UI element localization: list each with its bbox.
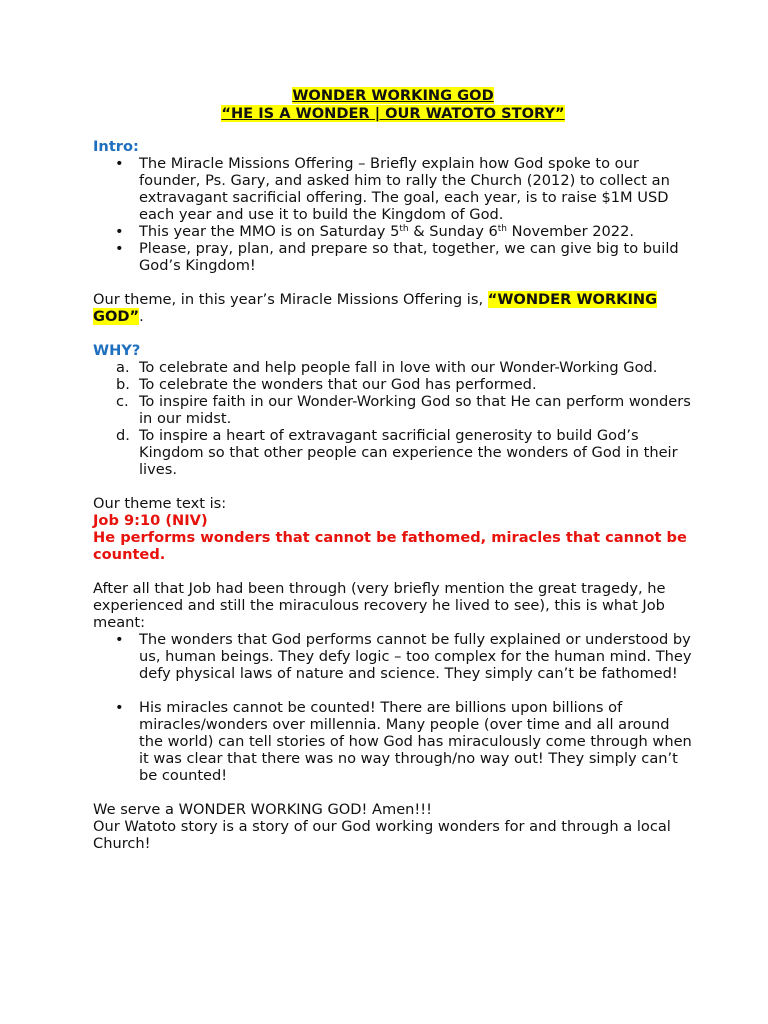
intro-list	[93, 155, 693, 274]
scripture-reference: Job 9:10 (NIV)	[93, 512, 208, 529]
intro-item-2: • This year the MMO is on Saturday 5th & Sunday 6th November 2022.	[93, 223, 693, 240]
why-item-a: a. To celebrate and help people fall in love with our Wonder-Working God.	[116, 359, 658, 376]
why-item-c: c. To inspire faith in our Wonder-Working God so that He can perform wonders in our midst.	[116, 393, 691, 427]
theme-highlight: “WONDER WORKING GOD”	[93, 291, 658, 325]
why-list	[93, 359, 693, 478]
job-intro: After all that Job had been through (very briefly mention the great tragedy, he experienced and still the miraculous recovery he lived to see), this is what Job meant:	[93, 580, 666, 631]
job-item-2: • His miracles cannot be counted! There are billions upon billions of miracles/wonders over millennia. Many people (over time and all around the world) can tell stories of how God has miraculously come through when it was clear that there was no way through/no way out! They simply can’t be counted!	[93, 699, 693, 784]
why-heading: WHY?	[93, 342, 141, 359]
intro-item-3: • Please, pray, plan, and prepare so that, together, we can give big to build God’s Kingdom!	[93, 240, 693, 274]
why-item-b: b. To celebrate the wonders that our God has performed.	[116, 376, 537, 393]
scripture-verse: He performs wonders that cannot be fathomed, miracles that cannot be counted.	[93, 529, 687, 563]
title-line-1: WONDER WORKING GOD	[292, 87, 494, 104]
intro-item-1: • The Miracle Missions Offering – Briefly explain how God spoke to our founder, Ps. Gary, and asked him to rally the Church (2012) to collect an extravagant sacrificial offering. The goal, each year, is to raise $1M USD each year and use it to build the Kingdom of God.	[93, 155, 693, 223]
title-line-2: “HE IS A WONDER | OUR WATOTO STORY”	[221, 104, 565, 122]
document-body	[93, 87, 693, 852]
theme-text-label: Our theme text is:	[93, 495, 227, 512]
why-item-d: d. To inspire a heart of extravagant sacrificial generosity to build God’s Kingdom so that other people can experience the wonders of God in their lives.	[116, 427, 678, 478]
closing-line-2: Our Watoto story is a story of our God working wonders for and through a local Church!	[93, 818, 671, 852]
job-list	[93, 631, 693, 784]
closing-line-1: We serve a WONDER WORKING GOD! Amen!!!	[93, 801, 432, 818]
document-title	[93, 87, 693, 122]
theme-paragraph: Our theme, in this year’s Miracle Missions Offering is, “WONDER WORKING GOD”.	[93, 291, 658, 325]
job-item-1: • The wonders that God performs cannot be fully explained or understood by us, human beings. They defy logic – too complex for the human mind. They defy physical laws of nature and science. They simply can’t be fathomed!	[93, 631, 693, 682]
intro-heading: Intro:	[93, 138, 139, 155]
